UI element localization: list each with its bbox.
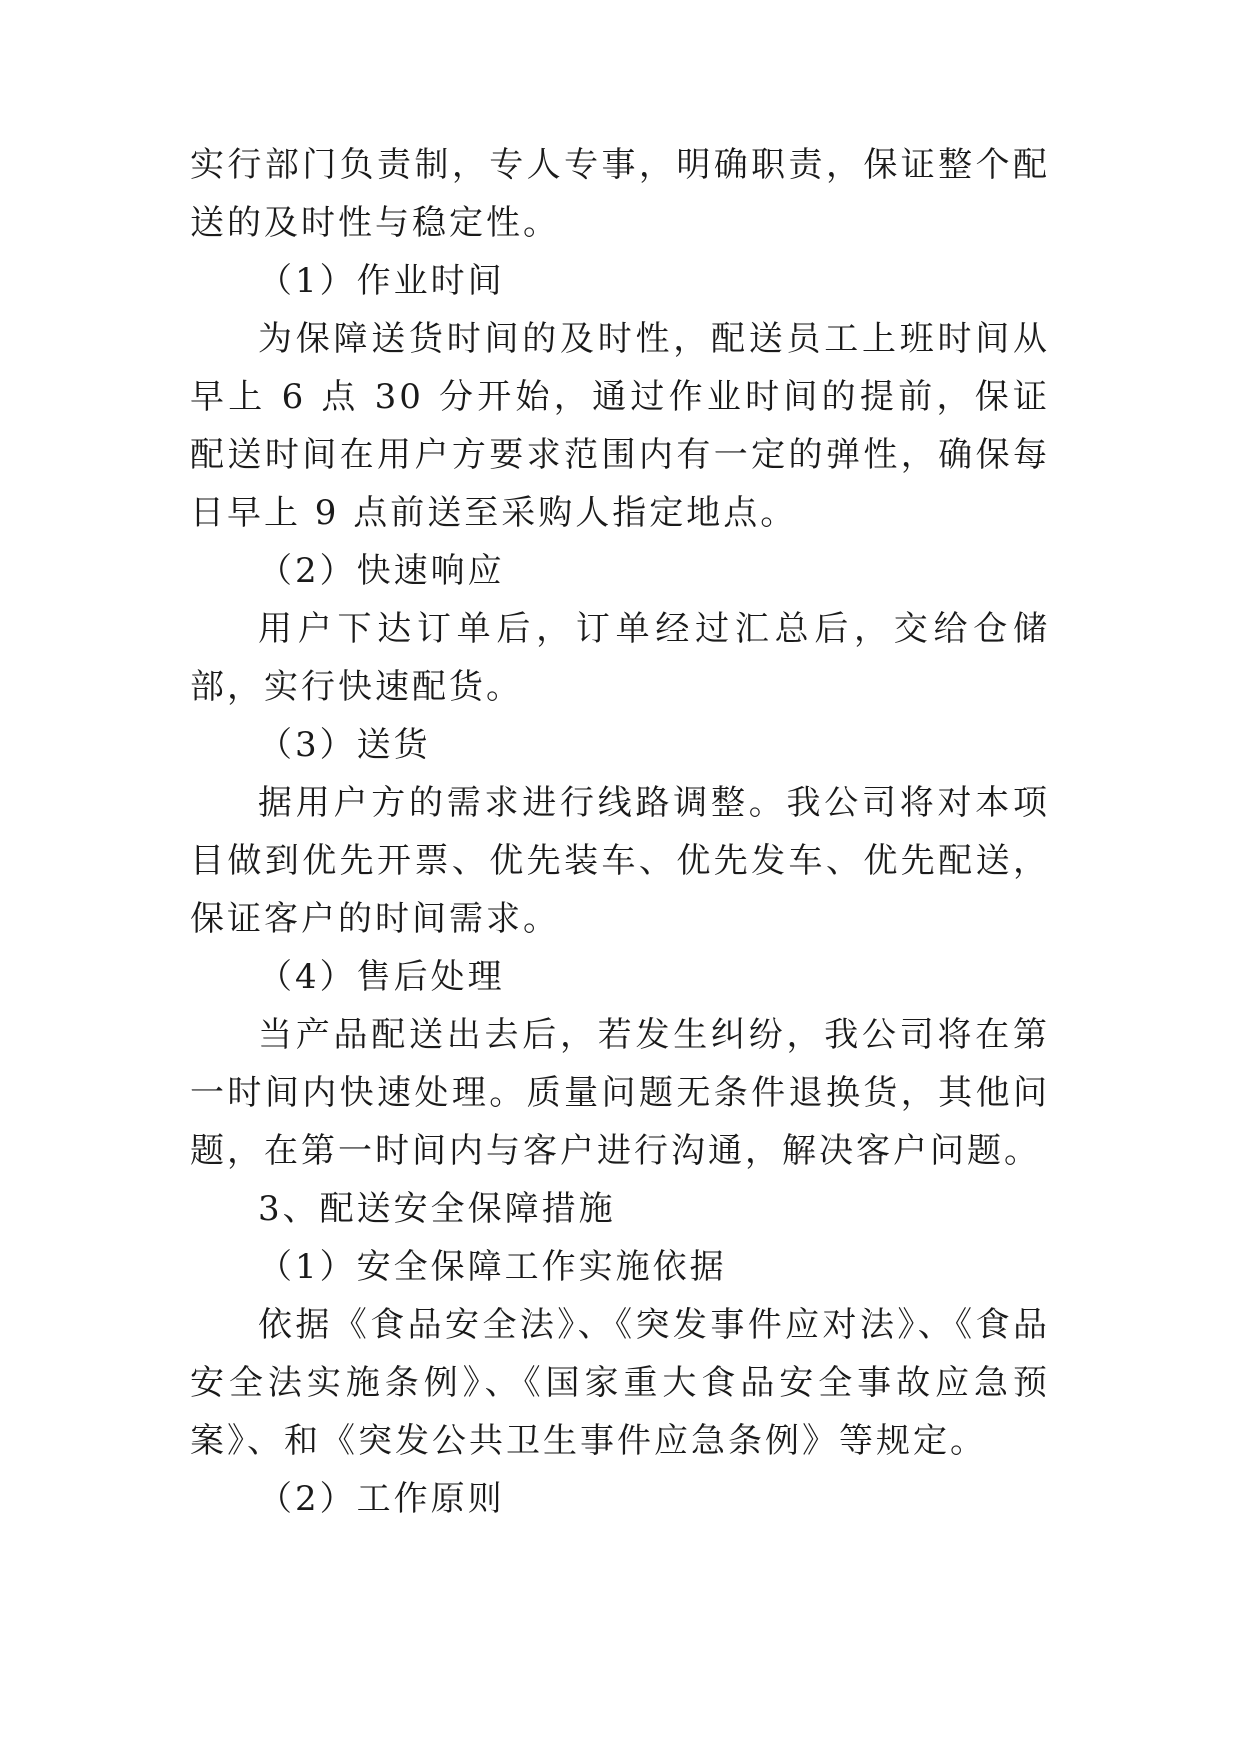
section-heading-safety: 3、配送安全保障措施 <box>258 1189 616 1229</box>
document-page <box>190 136 1050 1528</box>
subheading-after-sales: （4）售后处理 <box>258 957 505 997</box>
subheading-work-time: （1）作业时间 <box>258 261 505 301</box>
paragraph-quick-response: 用户下达订单后，订单经过汇总后，交给仓储部，实行快速配货。 <box>190 609 1050 707</box>
paragraph-safety-basis: 依据《食品安全法》、《突发事件应对法》、《食品安全法实施条例》、《国家重大食品安全事故应急预案》、和《突发公共卫生事件应急条例》等规定。 <box>190 1305 1050 1461</box>
paragraph-after-sales: 当产品配送出去后，若发生纠纷，我公司将在第一时间内快速处理。质量问题无条件退换货，其他问题，在第一时间内与客户进行沟通，解决客户问题。 <box>190 1015 1050 1171</box>
paragraph-work-time: 为保障送货时间的及时性，配送员工上班时间从早上 6 点 30 分开始，通过作业时间的提前，保证配送时间在用户方要求范围内有一定的弹性，确保每日早上 9 点前送至采购人指定地点。 <box>190 319 1050 533</box>
paragraph-delivery: 据用户方的需求进行线路调整。我公司将对本项目做到优先开票、优先装车、优先发车、优先配送，保证客户的时间需求。 <box>190 783 1050 939</box>
paragraph-continuation: 实行部门负责制，专人专事，明确职责，保证整个配送的及时性与稳定性。 <box>190 145 1050 243</box>
subheading-work-principles: （2）工作原则 <box>258 1479 505 1519</box>
subheading-delivery: （3）送货 <box>258 725 431 765</box>
subheading-safety-basis: （1）安全保障工作实施依据 <box>258 1247 727 1287</box>
subheading-quick-response: （2）快速响应 <box>258 551 505 591</box>
